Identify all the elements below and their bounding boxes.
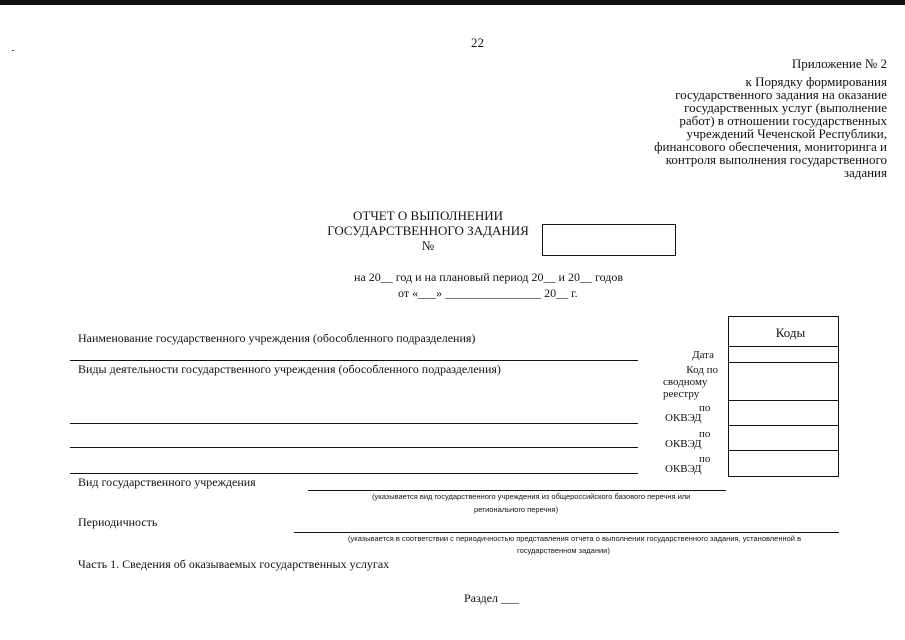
- institution-type-hint: регионального перечня): [474, 505, 559, 514]
- codes-header: Коды: [775, 325, 806, 340]
- annex-line: государственных услуг (выполнение: [684, 100, 887, 115]
- annex-line: государственного задания на оказание: [675, 87, 887, 102]
- code-registry-label-rest: [663, 376, 707, 400]
- annex-title: Приложение № 2: [791, 56, 887, 71]
- codes-header-cell: [728, 316, 839, 347]
- annex-line: учреждений Чеченской Республики,: [686, 126, 887, 141]
- registry-label-line: сводному: [663, 376, 708, 388]
- okved-label-po: по: [699, 428, 711, 440]
- institution-type-label: Вид государственного учреждения: [78, 475, 256, 489]
- institution-type-hint: (указывается вид государственного учреждения из общероссийского базового перечня или: [372, 492, 691, 501]
- report-title-line2: ГОСУДАРСТВЕННОГО ЗАДАНИЯ: [327, 223, 529, 238]
- code-registry-label: [686, 364, 718, 376]
- part1-heading: Часть 1. Сведения об оказываемых государственных услугах: [78, 557, 390, 571]
- section-label: Раздел ___: [464, 591, 519, 605]
- code-date-cell[interactable]: [728, 347, 839, 363]
- okved-label-po: по: [699, 453, 711, 465]
- annex-line: финансового обеспечения, мониторинга и: [654, 139, 887, 154]
- annex-line: работ) в отношении государственных: [679, 113, 887, 128]
- institution-name-line[interactable]: [70, 360, 638, 361]
- institution-name-label: Наименование государственного учреждения (обособленного подразделения): [78, 331, 476, 345]
- report-date-line: от «___» ________________ 20__ г.: [398, 286, 578, 300]
- okved-label: ОКВЭД: [665, 438, 702, 450]
- periodicity-line[interactable]: [294, 532, 839, 533]
- periodicity-hint: (указывается в соответствии с периодичностью представления отчета о выполнении государственного задания, установленной в: [348, 534, 802, 543]
- annex-description: [627, 75, 887, 179]
- report-number-sign: №: [421, 238, 435, 253]
- report-title-line1: ОТЧЕТ О ВЫПОЛНЕНИИ: [353, 208, 503, 223]
- okved-label-po: по: [699, 402, 711, 414]
- okved-label: ОКВЭД: [665, 412, 702, 424]
- okved-label: ОКВЭД: [665, 463, 702, 475]
- report-title: [318, 208, 538, 253]
- annex-line: к Порядку формирования: [745, 74, 887, 89]
- report-number-field[interactable]: [542, 224, 676, 256]
- registry-label-line: реестру: [663, 388, 700, 400]
- activities-line-1[interactable]: [70, 423, 638, 424]
- institution-type-line[interactable]: [308, 490, 726, 491]
- scan-speck: [12, 50, 14, 51]
- registry-label-line: Код по: [686, 364, 718, 376]
- report-period-line: на 20__ год и на плановый период 20__ и 20__ годов: [354, 270, 624, 284]
- page-number: 22: [471, 35, 484, 50]
- periodicity-label: Периодичность: [78, 515, 158, 529]
- annex-line: задания: [843, 165, 887, 180]
- scan-top-edge: [0, 0, 905, 5]
- code-okved-cell-1[interactable]: [728, 401, 839, 426]
- activities-line-2[interactable]: [70, 447, 638, 448]
- periodicity-hint: государственном задании): [517, 546, 610, 555]
- code-date-label: Дата: [692, 349, 714, 361]
- activities-line-3[interactable]: [70, 473, 638, 474]
- annex-line: контроля выполнения государственного: [665, 152, 887, 167]
- code-registry-cell[interactable]: [728, 363, 839, 401]
- code-okved-cell-3[interactable]: [728, 451, 839, 477]
- activities-label: Виды деятельности государственного учреждения (обособленного подразделения): [78, 362, 501, 376]
- code-okved-cell-2[interactable]: [728, 426, 839, 451]
